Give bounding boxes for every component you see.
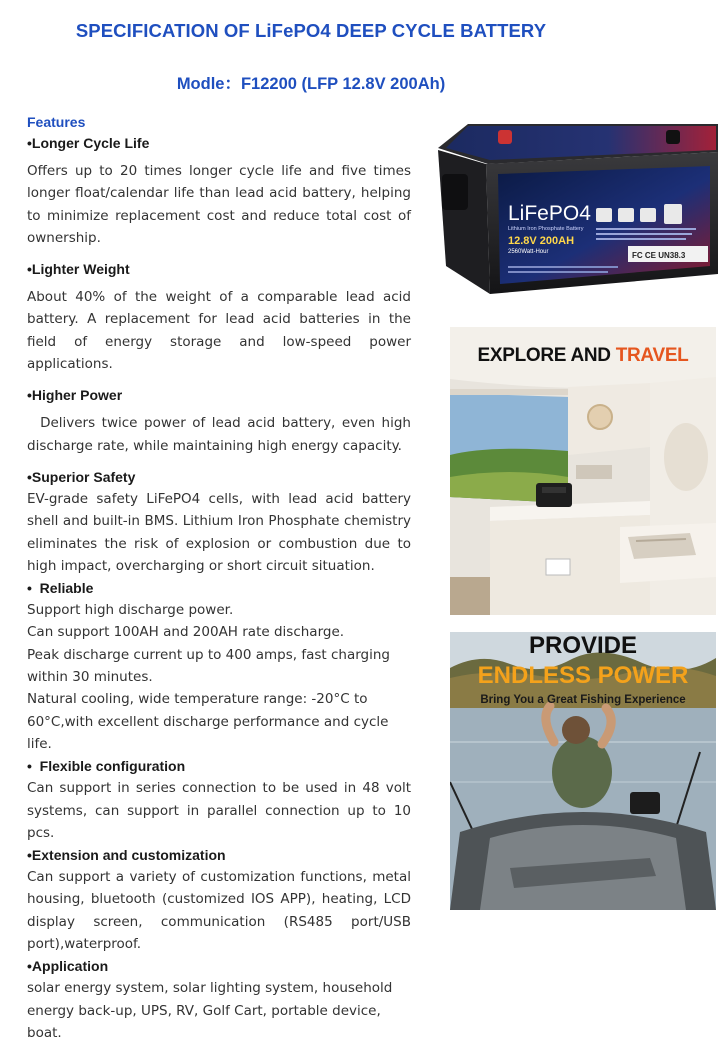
section-paragraph: Support high discharge power. bbox=[27, 602, 234, 619]
section-title: • Reliable bbox=[27, 580, 94, 597]
travel-banner-accent: TRAVEL bbox=[615, 345, 689, 366]
battery-spec-text: 12.8V 200AH bbox=[508, 235, 575, 247]
section-extension-customization bbox=[27, 844, 411, 955]
section-title: •Superior Safety bbox=[27, 468, 136, 485]
section-paragraph: About 40% of the weight of a comparable lead acid battery. A replacement for lead acid batteries in the field of energy storage and low-speed power applications. bbox=[27, 289, 411, 373]
section-title: •Lighter Weight bbox=[27, 261, 130, 278]
section-application bbox=[27, 955, 411, 1044]
section-paragraph: Delivers twice power of lead acid battery, even high discharge rate, while maintaining high energy capacity. bbox=[27, 415, 416, 454]
section-paragraph: solar energy system, solar lighting system, household energy back-up, UPS, RV, Golf Cart, portable device, boat. bbox=[27, 980, 393, 1041]
explore-travel-image bbox=[450, 327, 716, 615]
battery-subtitle-text: Lithium Iron Phosphate Battery bbox=[508, 226, 584, 232]
provide-banner: PROVIDE bbox=[528, 632, 638, 659]
travel-banner-main: EXPLORE AND bbox=[477, 345, 616, 366]
section-paragraph: EV-grade safety LiFePO4 cells, with lead acid battery shell and built-in BMS. Lithium Iron Phosphate chemistry eliminates the risk of explosion or combustion due to high impact, overcharging or short circuit situation. bbox=[27, 490, 411, 574]
section-paragraph: Can support in series connection to be used in 48 volt systems, can support in parallel connection up to 10 pcs. bbox=[27, 780, 411, 841]
section-paragraph: Natural cooling, wide temperature range: -20°C to 60°C,with excellent discharge performance and cycle life. bbox=[27, 691, 389, 752]
fishing-image bbox=[450, 632, 716, 910]
section-reliable bbox=[27, 577, 411, 755]
section-title: •Application bbox=[27, 958, 109, 975]
section-lighter-weight bbox=[27, 258, 411, 375]
features-column bbox=[27, 112, 416, 1044]
section-superior-safety bbox=[27, 466, 411, 577]
section-paragraph: Can support 100AH and 200AH rate discharge. bbox=[27, 624, 345, 641]
section-paragraph: Can support a variety of customization functions, metal housing, bluetooth (customized IOS APP), heating, LCD display screen, communication (RS485 port/USB port),waterproof. bbox=[27, 869, 411, 953]
travel-banner bbox=[450, 345, 716, 367]
section-longer-cycle-life bbox=[27, 132, 411, 249]
features-label: Features bbox=[27, 114, 86, 130]
battery-brand-text: LiFePO4 bbox=[508, 202, 591, 225]
section-title: •Longer Cycle Life bbox=[27, 135, 150, 151]
battery-spec-lines bbox=[596, 228, 696, 240]
section-title: •Higher Power bbox=[27, 387, 123, 404]
fishing-subline: Bring You a Great Fishing Experience bbox=[480, 694, 686, 706]
battery-product-image bbox=[428, 116, 724, 296]
page-title: SPECIFICATION OF LiFePO4 DEEP CYCLE BATTERY bbox=[75, 20, 547, 41]
battery-certs-text: FC CE UN38.3 bbox=[632, 251, 686, 260]
battery-energy-text: 2560Watt-Hour bbox=[508, 249, 549, 255]
section-flexible-configuration bbox=[27, 755, 411, 844]
section-title: • Flexible configuration bbox=[27, 758, 186, 775]
section-paragraph: Offers up to 20 times longer cycle life and five times longer float/calendar life than lead acid battery, helping to minimize replacement cost and reduce total cost of ownership. bbox=[27, 163, 411, 246]
model-line: Modle：F12200 (LFP 12.8V 200Ah) bbox=[176, 75, 446, 93]
endless-power-banner: ENDLESS POWER bbox=[477, 662, 689, 689]
section-title: •Extension and customization bbox=[27, 847, 226, 864]
section-higher-power bbox=[27, 384, 416, 457]
section-paragraph: Peak discharge current up to 400 amps, fast charging within 30 minutes. bbox=[27, 646, 391, 686]
